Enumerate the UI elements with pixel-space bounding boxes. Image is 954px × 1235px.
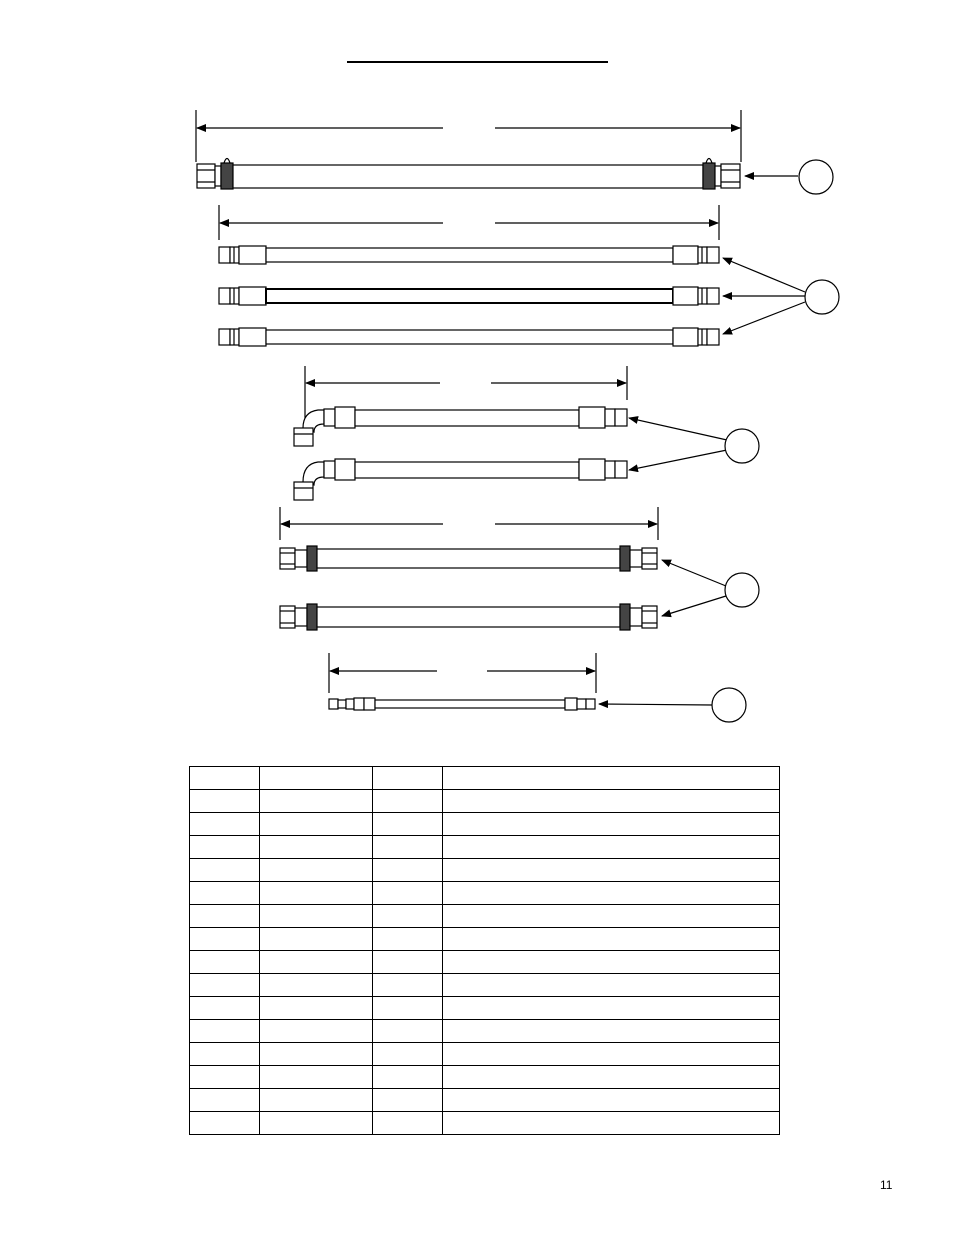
table-cell — [260, 928, 373, 951]
leader-4a — [662, 560, 726, 586]
callout-circle-5 — [712, 688, 746, 722]
dimension-line-4 — [280, 507, 658, 540]
leader-5 — [599, 704, 712, 705]
table-cell — [443, 790, 780, 813]
table-cell — [443, 836, 780, 859]
table-cell — [443, 882, 780, 905]
leader-3b — [629, 450, 727, 470]
table-cell — [443, 1089, 780, 1112]
table-cell — [260, 1043, 373, 1066]
table-row — [190, 1020, 780, 1043]
table-cell — [373, 974, 443, 997]
table-cell — [190, 1043, 260, 1066]
table-cell — [260, 1089, 373, 1112]
table-cell — [190, 951, 260, 974]
hose-assembly-3a — [294, 407, 627, 446]
table-cell — [260, 859, 373, 882]
table-cell — [373, 997, 443, 1020]
table-cell — [190, 836, 260, 859]
dimension-line-5 — [329, 653, 596, 693]
table-header-row — [190, 767, 780, 790]
table-row — [190, 813, 780, 836]
table-cell — [373, 1112, 443, 1135]
table-cell — [260, 974, 373, 997]
callout-circle-1 — [799, 160, 833, 194]
table-cell — [373, 1043, 443, 1066]
table-row — [190, 859, 780, 882]
table-cell — [190, 813, 260, 836]
table-header-cell — [260, 767, 373, 790]
hose-assembly-1 — [197, 159, 740, 190]
table-cell — [260, 1066, 373, 1089]
table-cell — [260, 836, 373, 859]
parts-table — [189, 766, 780, 1135]
table-cell — [190, 905, 260, 928]
table-cell — [190, 1066, 260, 1089]
table-cell — [443, 859, 780, 882]
table-row — [190, 974, 780, 997]
table-cell — [190, 1089, 260, 1112]
hose-assembly-3b — [294, 459, 627, 500]
table-header-cell — [443, 767, 780, 790]
table-cell — [373, 951, 443, 974]
table-cell — [443, 928, 780, 951]
table-row — [190, 882, 780, 905]
table-cell — [443, 1066, 780, 1089]
table-cell — [373, 859, 443, 882]
table-cell — [190, 974, 260, 997]
table-cell — [373, 1020, 443, 1043]
table-cell — [190, 882, 260, 905]
table-cell — [443, 905, 780, 928]
table-cell — [443, 997, 780, 1020]
table-cell — [373, 1089, 443, 1112]
table-cell — [190, 928, 260, 951]
table-row — [190, 836, 780, 859]
hose-assembly-2c — [219, 328, 719, 346]
table-cell — [260, 882, 373, 905]
table-cell — [373, 905, 443, 928]
table-cell — [443, 813, 780, 836]
table-row — [190, 997, 780, 1020]
table-cell — [373, 928, 443, 951]
table-header-cell — [373, 767, 443, 790]
table-row — [190, 1112, 780, 1135]
hose-assembly-2b — [219, 287, 719, 305]
callout-circle-3 — [725, 429, 759, 463]
callout-circle-2 — [805, 280, 839, 314]
table-cell — [190, 997, 260, 1020]
table-cell — [260, 1020, 373, 1043]
table-cell — [190, 859, 260, 882]
table-cell — [373, 882, 443, 905]
table-cell — [260, 1112, 373, 1135]
table-cell — [260, 997, 373, 1020]
table-cell — [260, 951, 373, 974]
table-cell — [373, 813, 443, 836]
table-cell — [260, 905, 373, 928]
table-cell — [373, 790, 443, 813]
table-row — [190, 905, 780, 928]
table-row — [190, 790, 780, 813]
page-number: 11 — [880, 1178, 893, 1192]
table-cell — [443, 951, 780, 974]
table-cell — [443, 1112, 780, 1135]
table-cell — [190, 1112, 260, 1135]
table-cell — [443, 1020, 780, 1043]
table-cell — [190, 1020, 260, 1043]
table-cell — [373, 1066, 443, 1089]
table-row — [190, 928, 780, 951]
hose-assembly-5 — [329, 698, 595, 710]
leader-3a — [629, 418, 727, 440]
leader-2a — [723, 258, 805, 292]
hose-assembly-4a — [280, 546, 657, 571]
leader-4b — [662, 596, 726, 616]
parts-table-body — [190, 767, 780, 1135]
table-header-cell — [190, 767, 260, 790]
table-cell — [373, 836, 443, 859]
table-row — [190, 951, 780, 974]
table-cell — [443, 1043, 780, 1066]
table-cell — [443, 974, 780, 997]
callout-circle-4 — [725, 573, 759, 607]
dimension-line-1 — [196, 110, 741, 162]
hose-assembly-2a — [219, 246, 719, 264]
hose-assembly-4b — [280, 604, 657, 630]
table-row — [190, 1089, 780, 1112]
table-row — [190, 1066, 780, 1089]
leader-2c — [723, 302, 805, 334]
table-cell — [190, 790, 260, 813]
dimension-line-2 — [219, 205, 719, 240]
table-cell — [260, 790, 373, 813]
table-row — [190, 1043, 780, 1066]
table-cell — [260, 813, 373, 836]
